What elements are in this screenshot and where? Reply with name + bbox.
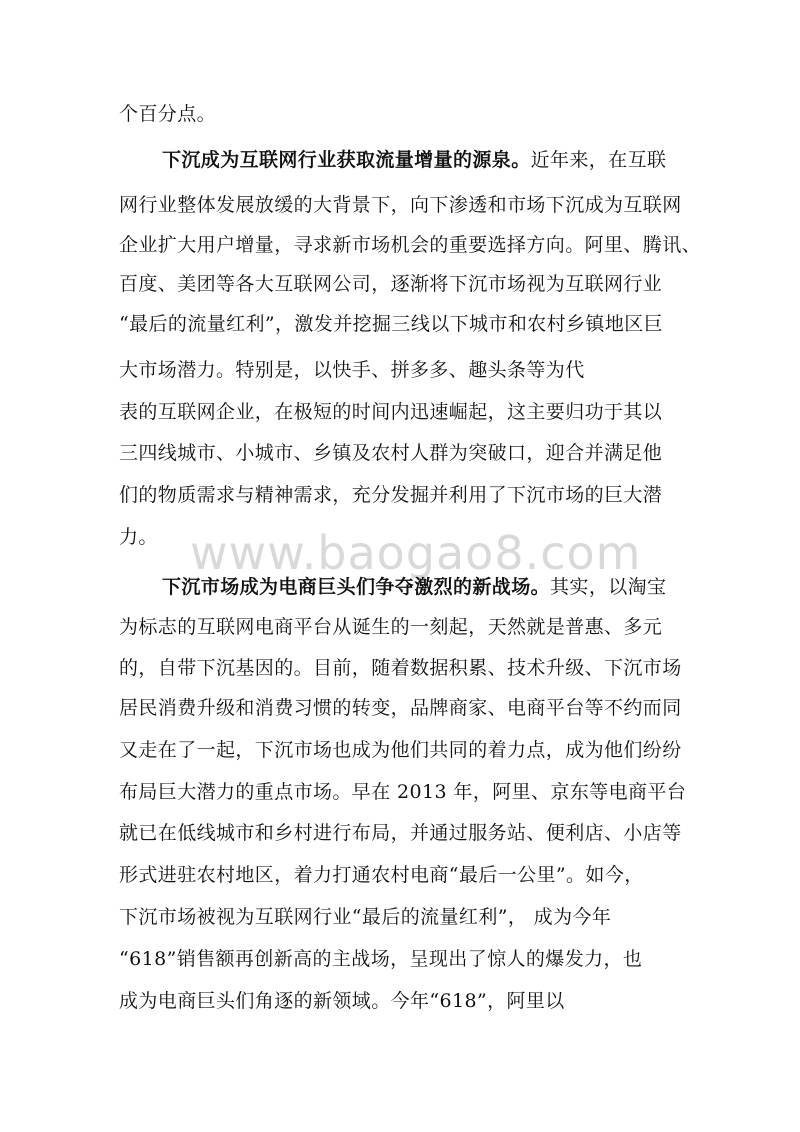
text-line: “最后的流量红利”，激发并挖掘三线以下城市和农村乡镇地区巨 — [119, 313, 664, 335]
text-line: 网行业整体发展放缓的大背景下，向下渗透和市场下沉成为互联网 — [119, 194, 682, 216]
paragraph-start: 下沉成为互联网行业获取流量增量的源泉。近年来，在互联 — [162, 149, 667, 171]
text-line: 百度、美团等各大互联网公司，逐渐将下沉市场视为互联网行业 — [119, 273, 663, 295]
text-line: 成为电商巨头们角逐的新领域。今年“618”，阿里以 — [119, 990, 565, 1012]
text-line: 就已在低线城市和乡村进行布局，并通过服务站、便利店、小店等 — [119, 822, 682, 844]
text-line: 们的物质需求与精神需求，充分发掘并利用了下沉市场的巨大潜 — [119, 484, 663, 506]
text-line: 下沉市场被视为互联网行业“最后的流量红利”， 成为今年 — [119, 906, 612, 928]
paragraph-start: 下沉市场成为电商巨头们争夺激烈的新战场。其实，以淘宝 — [162, 576, 667, 598]
paragraph-heading: 下沉市场成为电商巨头们争夺激烈的新战场。 — [162, 576, 551, 598]
paragraph-heading: 下沉成为互联网行业获取流量增量的源泉。 — [162, 149, 531, 171]
text-line: 企业扩大用户增量，寻求新市场机会的重要选择方向。阿里、腾讯、 — [119, 234, 702, 256]
text-line: 又走在了一起，下沉市场也成为他们共同的着力点，成为他们纷纷 — [119, 739, 682, 761]
text-line: 的，自带下沉基因的。目前，随着数据积累、技术升级、下沉市场 — [119, 657, 682, 679]
text-line: 大市场潜力。特别是，以快手、拼多多、趣头条等为代 — [119, 359, 585, 381]
text-line: “618”销售额再创新高的主战场，呈现出了惊人的爆发力，也 — [119, 948, 643, 970]
text-line: 为标志的互联网电商平台从诞生的一刻起，天然就是普惠、多元 — [119, 616, 663, 638]
text-line: 居民消费升级和消费习惯的转变，品牌商家、电商平台等不约而同 — [119, 697, 682, 719]
text-line: 形式进驻农村地区，着力打通农村电商“最后一公里”。如今， — [119, 864, 644, 886]
text-line: 表的互联网企业，在极短的时间内迅速崛起，这主要归功于其以 — [119, 401, 663, 423]
text-line: 布局巨大潜力的重点市场。早在 2013 年，阿里、京东等电商平台 — [119, 781, 687, 803]
text-line: 三四线城市、小城市、乡镇及农村人群为突破口，迎合并满足他 — [119, 442, 663, 464]
text-line: 力。 — [119, 526, 158, 548]
text-line: 个百分点。 — [119, 103, 217, 125]
watermark: www.baogao8.com — [190, 526, 642, 580]
